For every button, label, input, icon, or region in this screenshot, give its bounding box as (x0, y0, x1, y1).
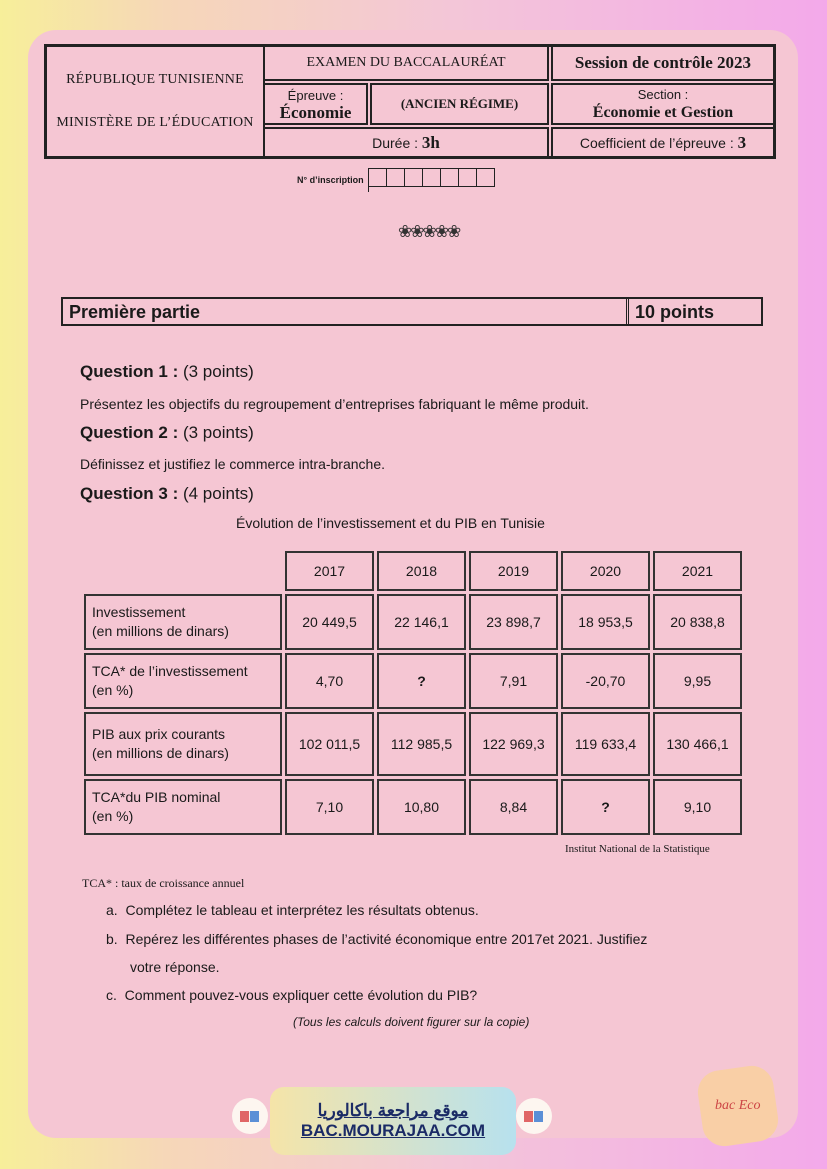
republic-label: RÉPUBLIQUE TUNISIENNE (66, 72, 244, 88)
question-1-text: Présentez les objectifs du regroupement d’entreprises fabriquant le même produit. (80, 396, 589, 412)
coef-label: Coefficient de l’épreuve : (579, 134, 734, 151)
duree-cell (265, 127, 549, 156)
list-item: c. Comment pouvez-vous expliquer cette évolution du PIB? (106, 987, 478, 1003)
coef-value: 3 (737, 132, 747, 152)
part-title: Première partie (63, 299, 629, 324)
table-row (84, 712, 742, 776)
year-header: 2021 (653, 551, 742, 591)
year-header: 2017 (285, 551, 374, 591)
table-source: Institut National de la Statistique (565, 843, 710, 855)
question-1-title: Question 1 : (3 points) (80, 362, 254, 381)
bac-eco-badge (695, 1063, 781, 1149)
epreuve-value: Économie (279, 103, 352, 122)
ornament-icon: ❀❀❀❀❀ (398, 222, 460, 241)
banner-arabic: موقع مراجعة باكالوريا (317, 1101, 469, 1120)
table-cell: 122 969,3 (469, 712, 558, 776)
epreuve-cell (265, 83, 368, 125)
session-label: Session de contrôle 2023 (551, 47, 773, 81)
table-cell: -20,70 (561, 653, 650, 709)
year-header: 2020 (561, 551, 650, 591)
table-row (84, 653, 742, 709)
year-header: 2019 (469, 551, 558, 591)
data-table (81, 548, 745, 838)
exam-title: EXAMEN DU BACCALAURÉAT (265, 47, 549, 81)
regime-label: (ANCIEN RÉGIME) (370, 83, 549, 125)
table-cell: 20 838,8 (653, 594, 742, 650)
row-label: Investissement (en millions de dinars) (84, 594, 282, 650)
question-2-title: Question 2 : (3 points) (80, 423, 254, 442)
table-cell: 130 466,1 (653, 712, 742, 776)
table-cell: 22 146,1 (377, 594, 466, 650)
table-cell: 23 898,7 (469, 594, 558, 650)
exam-header (44, 44, 776, 159)
site-logo-icon (232, 1098, 268, 1134)
table-cell: 7,91 (469, 653, 558, 709)
list-item: b. Repérez les différentes phases de l’activité économique entre 2017et 2021. Justifiez (106, 931, 648, 947)
duree-value: 3h (421, 132, 440, 152)
table-cell: 102 011,5 (285, 712, 374, 776)
ministry-label: MINISTÈRE DE L’ÉDUCATION (56, 114, 254, 130)
question-3-title: Question 3 : (4 points) (80, 484, 254, 503)
table-cell: 119 633,4 (561, 712, 650, 776)
table-cell: 20 449,5 (285, 594, 374, 650)
question-2-text: Définissez et justifiez le commerce intra-branche. (80, 456, 386, 472)
row-label: TCA* de l’investissement (en %) (84, 653, 282, 709)
inscription-label: N° d’inscription (297, 175, 364, 185)
list-item: votre réponse. (130, 959, 220, 975)
section-label: Section : (637, 87, 689, 102)
table-cell: 18 953,5 (561, 594, 650, 650)
section-cell (551, 83, 773, 125)
inscription-row (297, 168, 495, 192)
table-cell: 9,10 (653, 779, 742, 835)
year-header: 2018 (377, 551, 466, 591)
table-cell: ? (377, 653, 466, 709)
table-caption: Évolution de l’investissement et du PIB en Tunisie (236, 515, 545, 531)
table-cell: 4,70 (285, 653, 374, 709)
row-label: PIB aux prix courants (en millions de dinars) (84, 712, 282, 776)
section-value: Économie et Gestion (592, 104, 734, 121)
site-banner[interactable] (270, 1087, 516, 1155)
list-item: a. Complétez le tableau et interprétez les résultats obtenus. (106, 902, 479, 918)
coef-cell (551, 127, 773, 156)
part-header (61, 297, 763, 326)
table-row (84, 779, 742, 835)
table-cell: ? (561, 779, 650, 835)
banner-site[interactable]: BAC.MOURAJAA.COM (300, 1121, 486, 1140)
site-logo-icon (516, 1098, 552, 1134)
table-cell: 112 985,5 (377, 712, 466, 776)
inscription-boxes[interactable] (368, 168, 495, 192)
badge-text: bac Eco (715, 1098, 761, 1114)
footnote: TCA* : taux de croissance annuel (82, 876, 245, 890)
epreuve-label: Épreuve : (287, 88, 344, 103)
table-cell: 10,80 (377, 779, 466, 835)
table-cell: 7,10 (285, 779, 374, 835)
table-cell: 8,84 (469, 779, 558, 835)
calc-note: (Tous les calculs doivent figurer sur la copie) (293, 1015, 530, 1029)
table-row (84, 594, 742, 650)
row-label: TCA*du PIB nominal (en %) (84, 779, 282, 835)
duree-label: Durée : (372, 134, 419, 151)
part-points: 10 points (635, 302, 715, 322)
institution-cell (47, 47, 265, 156)
table-cell: 9,95 (653, 653, 742, 709)
